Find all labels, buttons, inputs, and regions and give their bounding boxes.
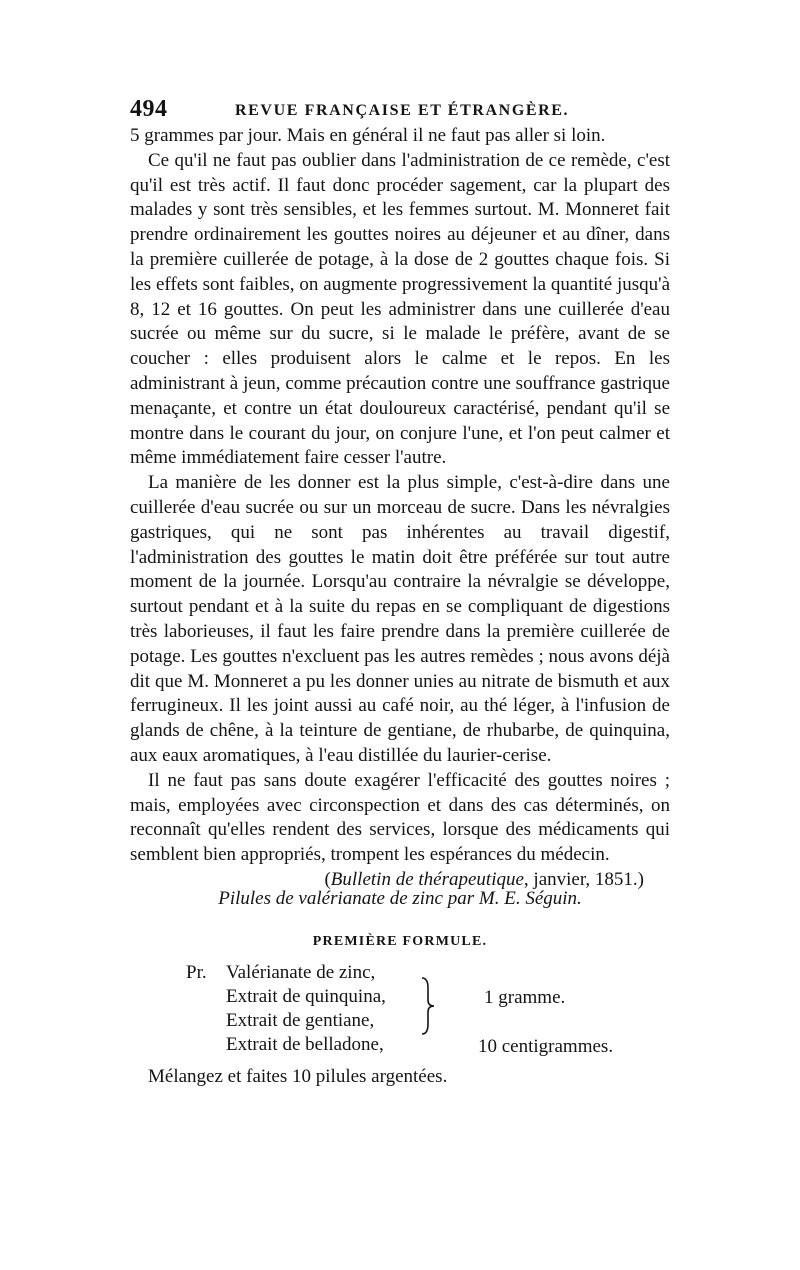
- ingredient-line: Extrait de quinquina,: [226, 986, 386, 1007]
- article-body: [130, 124, 670, 893]
- paragraph: Ce qu'il ne faut pas oublier dans l'administration de ce remède, c'est qu'il est très actif. Il faut donc procéder sagement, car la plupart des malades y sont très sensibles, et les femmes surtout. M. Monneret fait prendre ordinairement les gouttes noires au déjeuner et au dîner, dans la première cuillerée de potage, à la dose de 2 gouttes chaque fois. Si les effets sont faibles, on augmente progressivement la quantité jusqu'à 8, 12 et 16 gouttes. On peut les administrer dans une cuillerée d'eau sucrée ou même sur du sucre, si le malade le préfère, avant de se coucher : elles produisent alors le calme et le repos. En les administrant à jeun, comme précaution contre une souffrance gastrique menaçante, et contre un état douloureux caractérisé, pendant qu'il se montre dans le courant du jour, on conjure l'une, et l'on peut calmer et même immédiatement faire cesser l'autre.: [130, 149, 670, 469]
- citation-date: , janvier, 1851.): [523, 868, 644, 890]
- formula-heading: PREMIÈRE FORMULE.: [312, 934, 488, 949]
- ingredient-line: Extrait de gentiane,: [226, 1010, 375, 1031]
- dose-group: 1 gramme.: [484, 987, 566, 1008]
- recipe-title: Pilules de valérianate de zinc par M. E. Séguin.: [218, 888, 582, 909]
- ingredient-line: Valérianate de zinc,: [226, 962, 376, 983]
- ingredient-line: Extrait de belladone,: [226, 1034, 384, 1055]
- paragraph: 5 grammes par jour. Mais en général il ne faut pas aller si loin.: [130, 125, 606, 146]
- citation-title: Bulletin de thérapeutique: [330, 868, 524, 890]
- page-header: [130, 96, 670, 126]
- running-head: REVUE FRANÇAISE ET ÉTRANGÈRE.: [235, 102, 570, 119]
- dose-belladone: 10 centigrammes.: [478, 1036, 614, 1057]
- paragraph: Il ne faut pas sans doute exagérer l'efficacité des gouttes noires ; mais, employées avec circonspection et dans des cas déterminés, on reconnaît qu'elles rendent des services, lorsque des médicaments qui semblent bien appropriés, trompent les espérances du médecin.: [130, 769, 670, 866]
- page-number: 494: [130, 96, 168, 122]
- preparation-instruction: Mélangez et faites 10 pilules argentées.: [148, 1066, 448, 1087]
- curly-brace-icon: [418, 976, 438, 1036]
- citation-open: (: [324, 868, 331, 890]
- paragraph: La manière de les donner est la plus simple, c'est-à-dire dans une cuillerée d'eau sucrée ou sur un morceau de sucre. Dans les névralgies gastriques, qui ne sont pas inhérentes au travail digestif, l'administration des gouttes le matin doit être préférée sur tout autre moment de la journée. Lorsqu'au contraire la névralgie se développe, surtout pendant et à la suite du repas en se compliquant de digestions très laborieuses, il faut les faire prendre dans la première cuillerée de potage. Les gouttes n'excluent pas les autres remèdes ; nous avons déjà dit que M. Monneret a pu les donner unies au nitrate de bismuth et aux ferrugineux. Il les joint aussi au café noir, au thé léger, à l'infusion de glands de chêne, à la teinture de gentiane, de rhubarbe, de quinquina, aux eaux aromatiques, à l'eau distillée du laurier-cerise.: [130, 472, 670, 766]
- prescription-prefix: Pr.: [186, 962, 207, 983]
